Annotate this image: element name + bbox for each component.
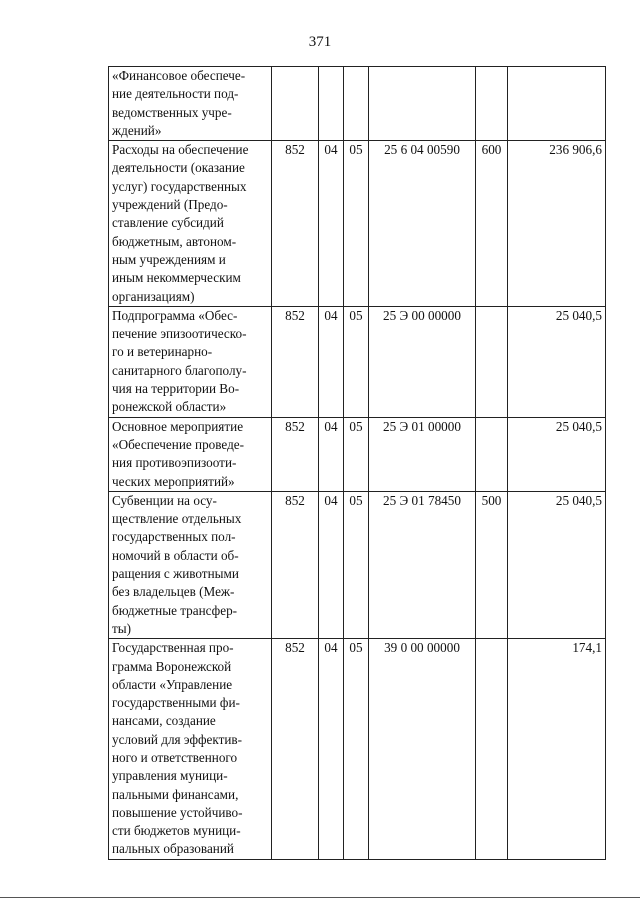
row-name-cell: Государственная про- грамма Воронежской области «Управление государственными фи- нансами, создание условий для эффектив- ного и ответственного управления муници- пальными финансами, повышение устойчиво- сти бюджетов муници- пальных образований <box>109 639 272 860</box>
target-article-cell: 25 Э 01 00000 <box>369 417 476 491</box>
subsection-code-cell <box>344 67 369 141</box>
subsection-code-cell: 05 <box>344 417 369 491</box>
ministry-code-cell: 852 <box>272 639 319 860</box>
ministry-code-cell <box>272 67 319 141</box>
page-number: 371 <box>308 34 332 50</box>
section-code-cell: 04 <box>319 491 344 638</box>
ministry-code-cell: 852 <box>272 141 319 307</box>
ministry-code-cell: 852 <box>272 306 319 417</box>
subsection-code-cell: 05 <box>344 491 369 638</box>
table-row <box>109 67 606 141</box>
section-code-cell: 04 <box>319 141 344 307</box>
target-article-cell <box>369 67 476 141</box>
table-row <box>109 639 606 860</box>
row-name-cell: Подпрограмма «Обес- печение эпизоотическо- го и ветеринарно- санитарного благополу- чия на территории Во- ронежской области» <box>109 306 272 417</box>
row-name-cell: Основное мероприятие «Обеспечение проведе- ния противоэпизооти- ческих мероприятий» <box>109 417 272 491</box>
ministry-code-cell: 852 <box>272 417 319 491</box>
budget-table <box>108 66 606 860</box>
row-name-cell: Субвенции на осу- ществление отдельных государственных пол- номочий в области об- ращения с животными без владельцев (Меж- бюджетные трансфер- ты) <box>109 491 272 638</box>
expense-type-cell <box>476 639 508 860</box>
target-article-cell: 39 0 00 00000 <box>369 639 476 860</box>
section-code-cell <box>319 67 344 141</box>
page-bottom-rule <box>0 897 640 898</box>
expense-type-cell: 500 <box>476 491 508 638</box>
expense-type-cell <box>476 306 508 417</box>
table-row <box>109 141 606 307</box>
table-row <box>109 491 606 638</box>
section-code-cell: 04 <box>319 639 344 860</box>
table-row <box>109 417 606 491</box>
amount-cell <box>508 67 606 141</box>
ministry-code-cell: 852 <box>272 491 319 638</box>
target-article-cell: 25 Э 01 78450 <box>369 491 476 638</box>
subsection-code-cell: 05 <box>344 306 369 417</box>
subsection-code-cell: 05 <box>344 141 369 307</box>
target-article-cell: 25 6 04 00590 <box>369 141 476 307</box>
amount-cell: 25 040,5 <box>508 417 606 491</box>
expense-type-cell <box>476 67 508 141</box>
row-name-cell: «Финансовое обеспече- ние деятельности под- ведомственных учре- ждений» <box>109 67 272 141</box>
budget-table-body <box>109 67 606 860</box>
amount-cell: 25 040,5 <box>508 491 606 638</box>
amount-cell: 236 906,6 <box>508 141 606 307</box>
section-code-cell: 04 <box>319 417 344 491</box>
table-row <box>109 306 606 417</box>
expense-type-cell <box>476 417 508 491</box>
expense-type-cell: 600 <box>476 141 508 307</box>
row-name-cell: Расходы на обеспечение деятельности (оказание услуг) государственных учреждений (Предо- ставление субсидий бюджетным, автоном- ным учреждениям и иным некоммерческим организациям) <box>109 141 272 307</box>
target-article-cell: 25 Э 00 00000 <box>369 306 476 417</box>
section-code-cell: 04 <box>319 306 344 417</box>
subsection-code-cell: 05 <box>344 639 369 860</box>
amount-cell: 174,1 <box>508 639 606 860</box>
amount-cell: 25 040,5 <box>508 306 606 417</box>
